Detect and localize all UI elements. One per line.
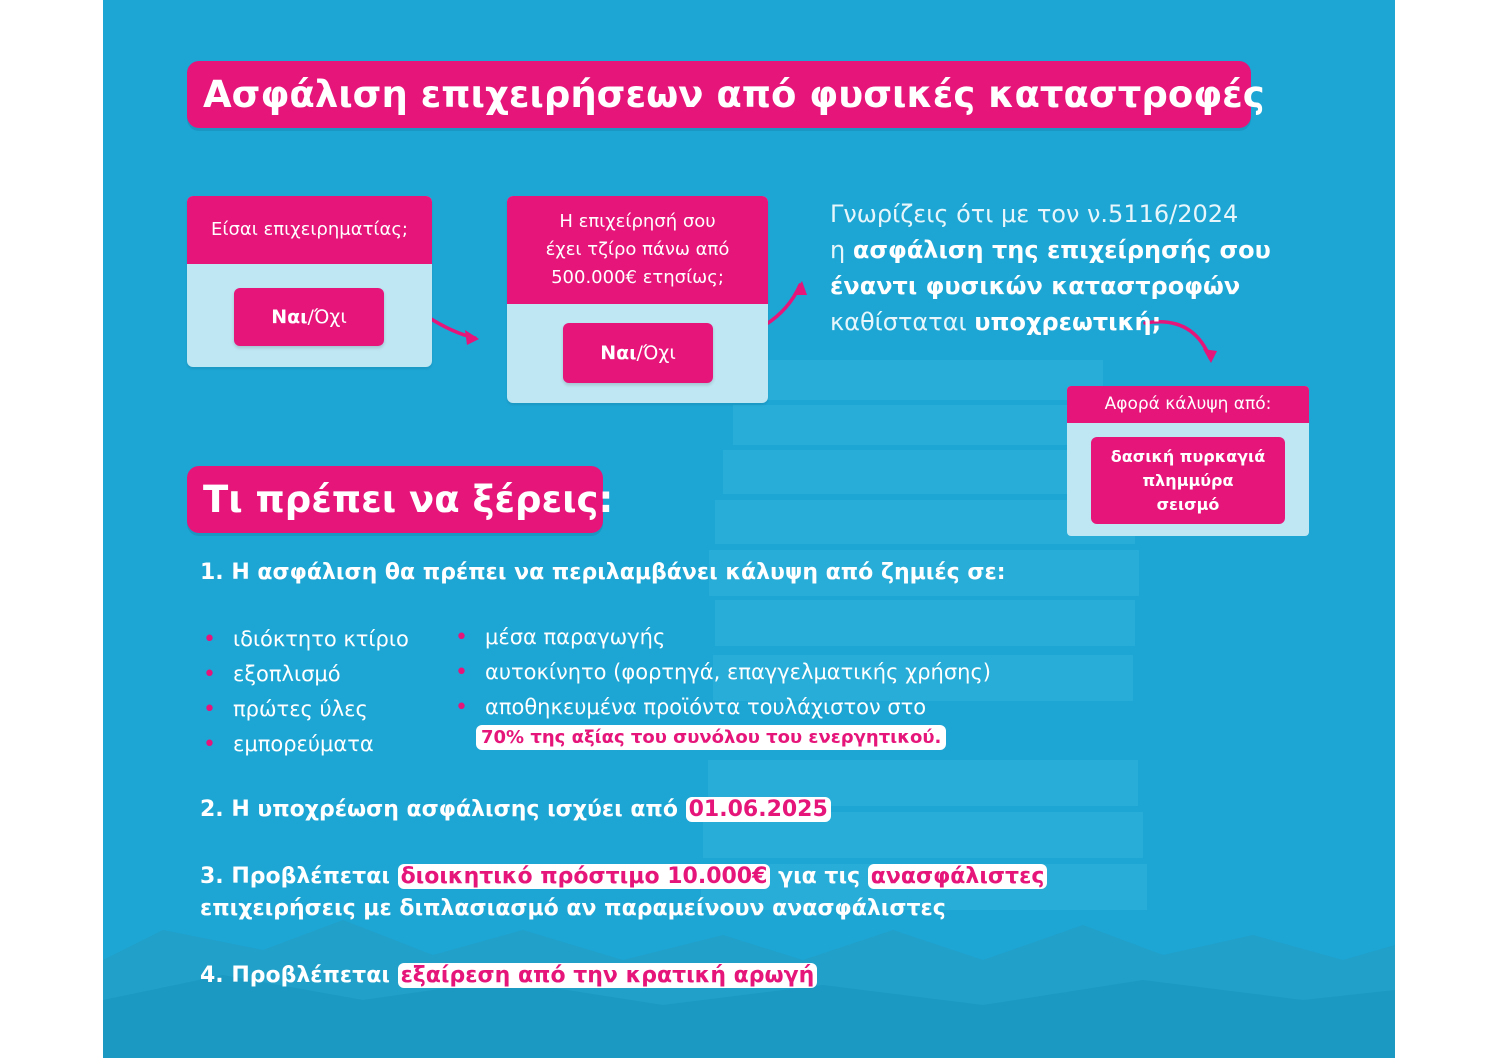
list-item: • εμπορεύματα	[203, 727, 409, 762]
info-line	[830, 304, 1350, 340]
question-heading: Η επιχείρησή σου έχει τζίρο πάνω από 500.000€ ετησίως;	[507, 196, 768, 304]
list-item: • εξοπλισμό	[203, 657, 409, 692]
info-line	[830, 232, 1350, 268]
list-item: • αυτοκίνητο (φορτηγά, επαγγελματικής χρήσης)	[455, 655, 991, 690]
section-title: Τι πρέπει να ξέρεις:	[187, 466, 603, 533]
question-card-turnover	[507, 196, 768, 403]
assets-list-left	[203, 622, 409, 762]
info-line	[830, 268, 1350, 304]
list-item: • πρώτες ύλες	[203, 692, 409, 727]
info-bold-text: έναντι φυσικών καταστροφών	[830, 272, 1241, 300]
list-item: • μέσα παραγωγής	[455, 620, 991, 655]
question-card-entrepreneur	[187, 196, 432, 367]
info-bold-text: ασφάλιση της επιχείρησής σου	[852, 236, 1271, 264]
separator: /	[307, 306, 314, 328]
highlight-fine: διοικητικό πρόστιμο 10.000€	[398, 864, 771, 889]
law-info-text	[830, 196, 1350, 340]
coverage-item: σεισμό	[1156, 494, 1220, 514]
highlight-asset-value	[476, 727, 946, 748]
info-text: καθίσταται	[830, 308, 975, 336]
coverage-item: πλημμύρα	[1142, 470, 1234, 490]
separator: /	[636, 342, 643, 364]
page-title: Ασφάλιση επιχειρήσεων από φυσικές καταστροφές	[187, 61, 1251, 128]
list-item: • αποθηκευμένα προϊόντα τουλάχιστον στο	[455, 690, 991, 725]
highlight-exclusion: εξαίρεση από την κρατική αρωγή	[398, 963, 818, 988]
point-4	[200, 960, 817, 992]
point-text: 3. Προβλέπεται	[200, 864, 390, 889]
point-1-heading: 1. Η ασφάλιση θα πρέπει να περιλαμβάνει κάλυψη από ζημιές σε:	[200, 560, 1006, 585]
highlight-date: 01.06.2025	[686, 797, 831, 822]
yes-no-button[interactable]	[234, 288, 384, 346]
coverage-item: δασική πυρκαγιά	[1110, 446, 1266, 466]
point-text: για τις	[778, 864, 861, 889]
coverage-card	[1067, 386, 1309, 536]
point-2	[200, 794, 831, 826]
yes-no-button[interactable]	[563, 323, 713, 383]
highlight-text: 70% της αξίας του συνόλου του ενεργητικού.	[476, 725, 946, 750]
no-label: Όχι	[313, 306, 347, 328]
highlight-uninsured: ανασφάλιστες	[868, 864, 1048, 889]
yes-label: Ναι	[271, 306, 308, 328]
point-text: 4. Προβλέπεται	[200, 963, 390, 988]
point-3	[200, 861, 1047, 925]
yes-label: Ναι	[600, 342, 637, 364]
list-item: • ιδιόκτητο κτίριο	[203, 622, 409, 657]
infographic-poster	[103, 0, 1395, 1058]
info-text: η	[830, 236, 853, 264]
info-line: Γνωρίζεις ότι με τον ν.5116/2024	[830, 200, 1239, 228]
coverage-list	[1091, 437, 1285, 524]
point-line	[200, 861, 1047, 893]
assets-list-right	[455, 620, 991, 725]
question-heading: Είσαι επιχειρηματίας;	[187, 196, 432, 264]
coverage-heading: Αφορά κάλυψη από:	[1067, 386, 1309, 423]
info-bold-text: υποχρεωτική;	[974, 308, 1162, 336]
point-text: 2. Η υποχρέωση ασφάλισης ισχύει από	[200, 797, 678, 822]
no-label: Όχι	[642, 342, 676, 364]
point-line: επιχειρήσεις με διπλασιασμό αν παραμείνουν ανασφάλιστες	[200, 896, 946, 921]
